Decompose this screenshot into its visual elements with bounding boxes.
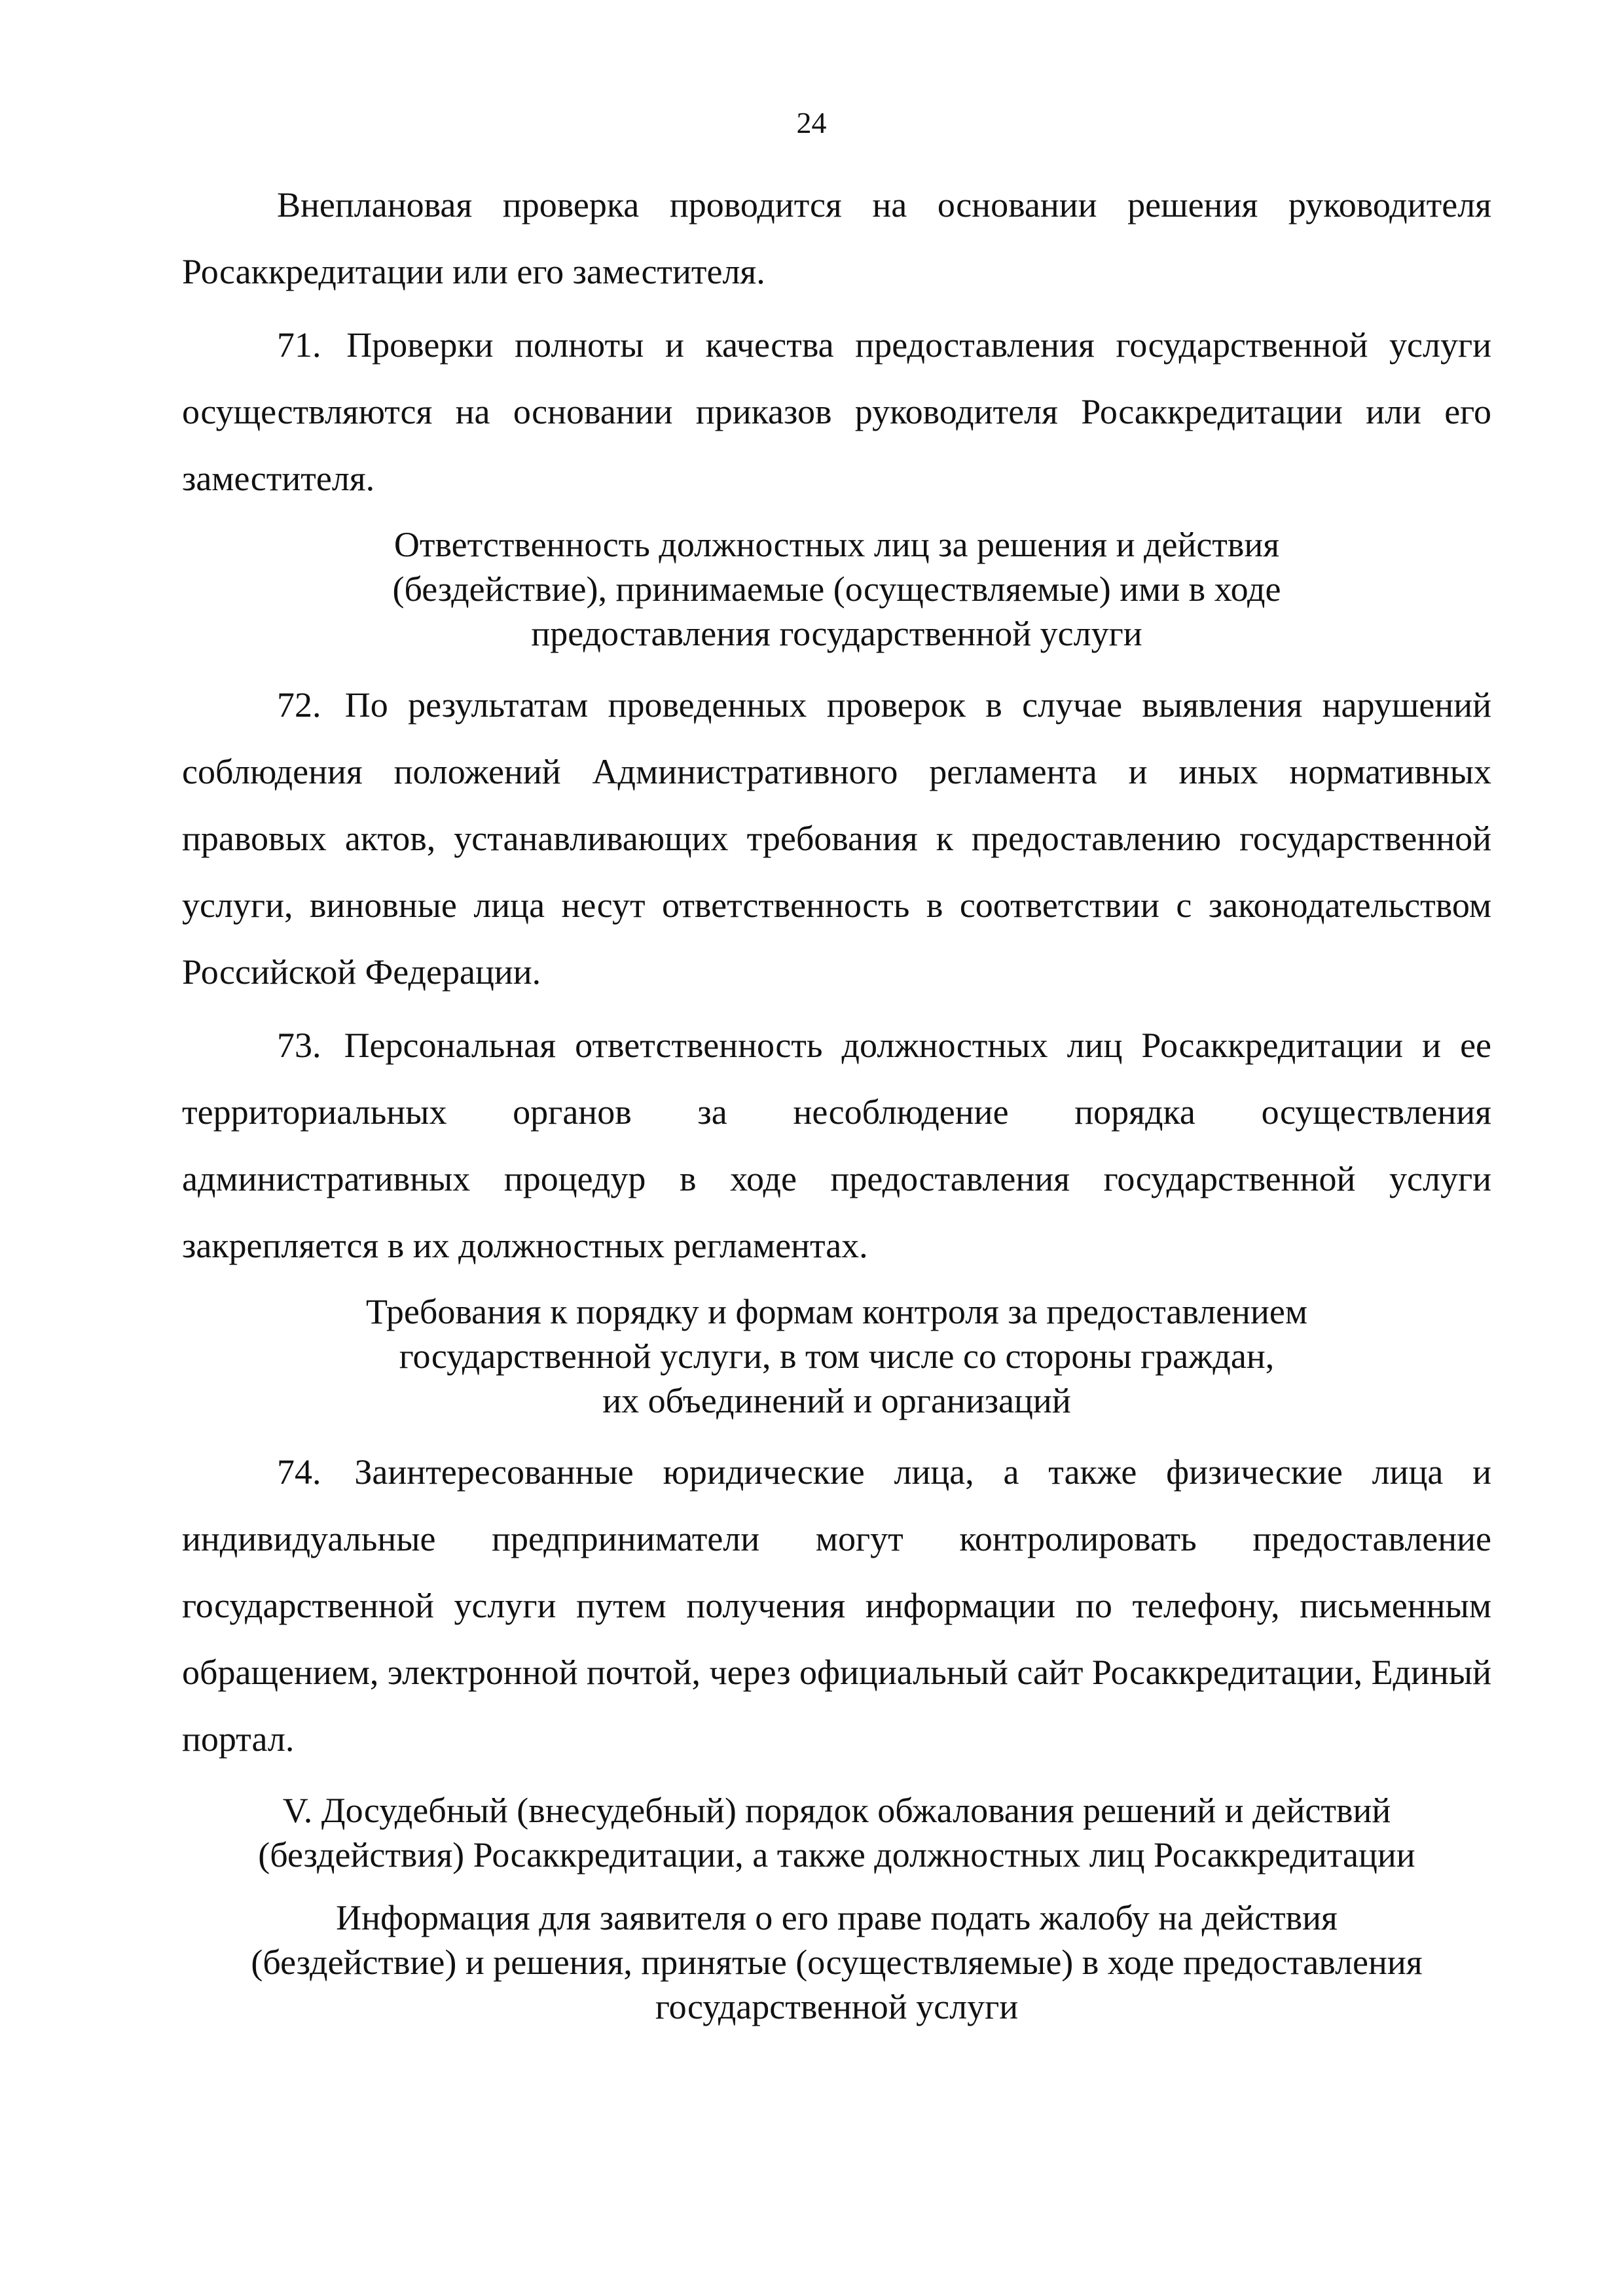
paragraph-74 <box>182 1439 1491 1772</box>
paragraph-number: 72. <box>277 685 321 725</box>
paragraph-text: Персональная ответственность должностных лиц Росаккредитации и ее территориальных органов за несоблюдение порядка осуществления административных процедур в ходе предоставления государственной услуги закрепляется в их должностных регламентах. <box>182 1026 1491 1265</box>
paragraph-text: Проверки полноты и качества предоставления государственной услуги осуществляются на основании приказов руководителя Росаккредитации или его заместителя. <box>182 325 1491 498</box>
heading-line: государственной услуги, в том числе со стороны граждан, <box>399 1336 1275 1376</box>
paragraph-text: Заинтересованные юридические лица, а также физические лица и индивидуальные предприниматели могут контролировать предоставление государственной услуги путем получения информации по телефону, письменным обращением, электронной почтой, через официальный сайт Росаккредитации, Единый портал. <box>182 1452 1492 1759</box>
heading-section-v <box>182 1788 1491 1877</box>
heading-line: (бездействие) и решения, принятые (осуществляемые) в ходе предоставления <box>251 1943 1423 1982</box>
paragraph-number: 73. <box>277 1026 321 1065</box>
heading-line: V. Досудебный (внесудебный) порядок обжалования решений и действий <box>282 1791 1391 1830</box>
heading-responsibility <box>182 522 1491 656</box>
document-body <box>182 171 1491 2045</box>
heading-line: государственной услуги <box>655 1987 1019 2026</box>
paragraph-text: По результатам проведенных проверок в случае выявления нарушений соблюдения положений Административного регламента и иных нормативных правовых актов, устанавливающих требования к предоставлению государственной услуги, виновные лица несут ответственность в соответствии с законодательством Российской Федерации. <box>182 685 1492 992</box>
page-number: 24 <box>796 106 827 139</box>
heading-line: (бездействие), принимаемые (осуществляемые) ими в ходе <box>392 569 1281 609</box>
heading-line: Информация для заявителя о его праве подать жалобу на действия <box>336 1898 1338 1937</box>
paragraph-72 <box>182 672 1491 1005</box>
heading-line: Требования к порядку и формам контроля за предоставлением <box>365 1292 1307 1331</box>
paragraph-73 <box>182 1012 1491 1279</box>
paragraph-number: 71. <box>277 325 321 365</box>
heading-line: (бездействия) Росаккредитации, а также должностных лиц Росаккредитации <box>258 1835 1415 1874</box>
heading-line: их объединений и организаций <box>602 1381 1071 1420</box>
paragraph-unscheduled-inspection <box>182 171 1491 305</box>
heading-complaint-info <box>182 1895 1491 2029</box>
paragraph-number: 74. <box>277 1452 321 1492</box>
heading-line: предоставления государственной услуги <box>531 614 1142 653</box>
heading-line: Ответственность должностных лиц за решения и действия <box>393 525 1280 564</box>
paragraph-text: Внеплановая проверка проводится на основании решения руководителя Росаккредитации или его заместителя. <box>182 185 1491 291</box>
paragraph-71 <box>182 312 1491 512</box>
heading-control-requirements <box>182 1289 1491 1423</box>
